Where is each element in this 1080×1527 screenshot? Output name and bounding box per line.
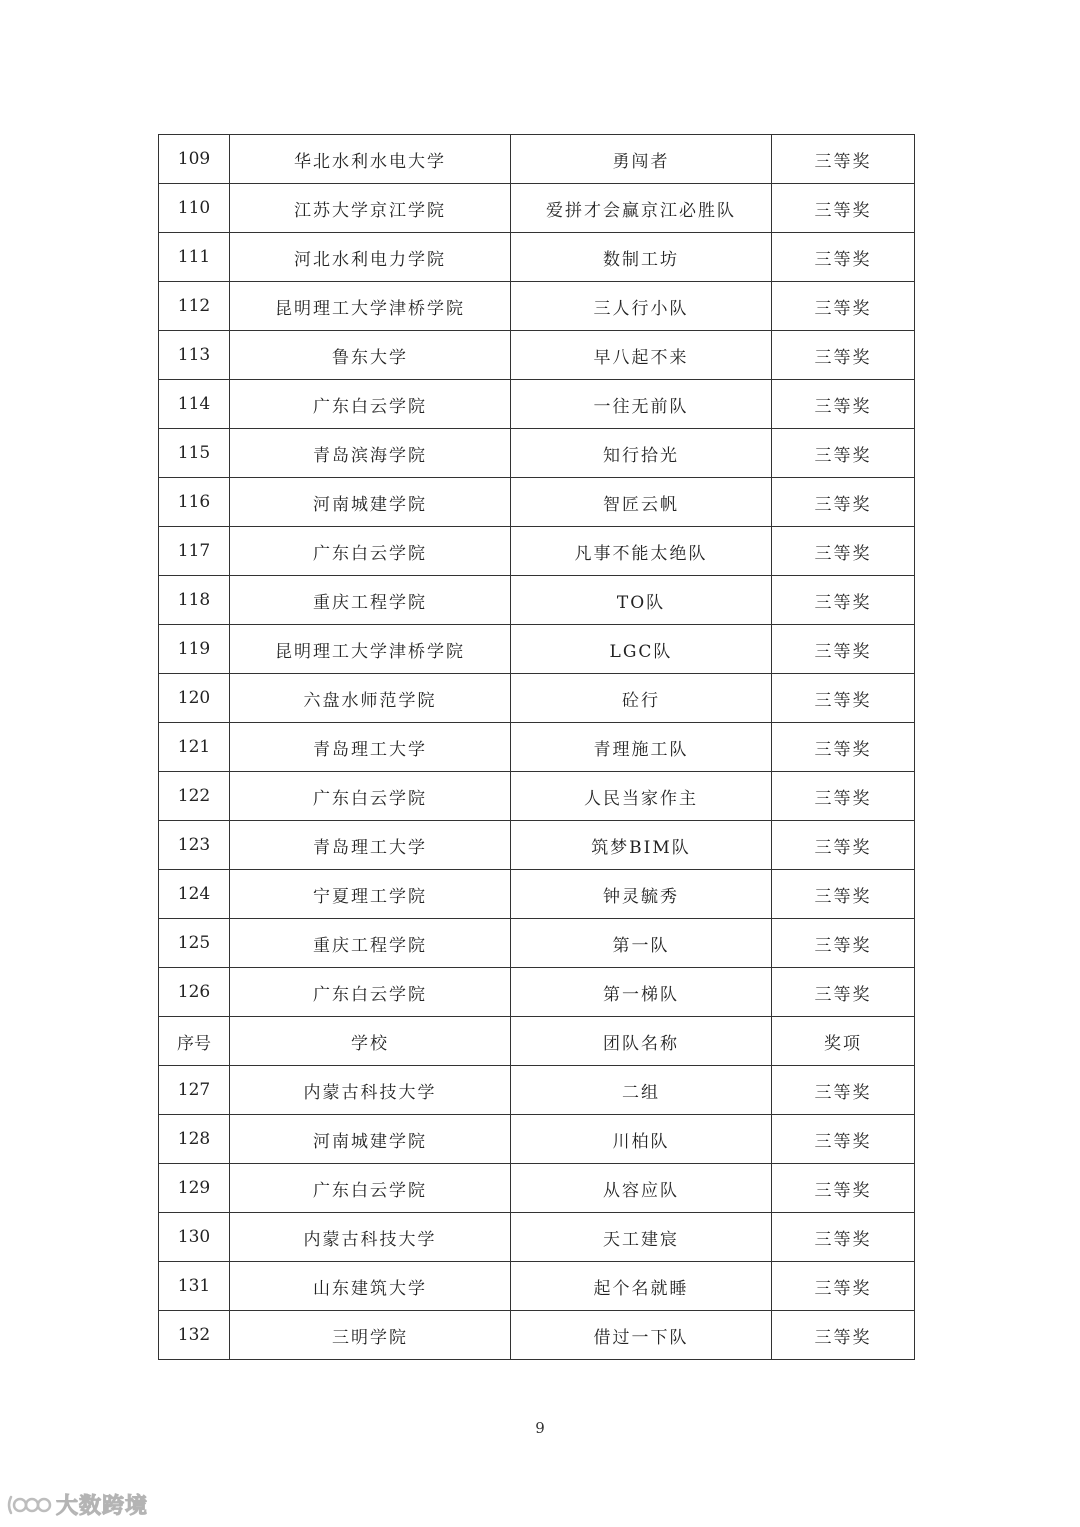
cell-no: 111 bbox=[159, 233, 230, 282]
cell-team: 砼行 bbox=[511, 674, 772, 723]
cell-school: 鲁东大学 bbox=[230, 331, 511, 380]
cell-school: 宁夏理工学院 bbox=[230, 870, 511, 919]
cell-school: 三明学院 bbox=[230, 1311, 511, 1360]
cell-team: 二组 bbox=[511, 1066, 772, 1115]
cell-team: 筑梦BIM队 bbox=[511, 821, 772, 870]
table-row bbox=[159, 1164, 915, 1213]
cell-award: 三等奖 bbox=[772, 674, 915, 723]
table-row bbox=[159, 1017, 915, 1066]
table-row bbox=[159, 723, 915, 772]
cell-school: 广东白云学院 bbox=[230, 968, 511, 1017]
cell-no: 109 bbox=[159, 135, 230, 184]
cell-school: 广东白云学院 bbox=[230, 772, 511, 821]
table-row bbox=[159, 527, 915, 576]
cell-no: 125 bbox=[159, 919, 230, 968]
cell-no: 118 bbox=[159, 576, 230, 625]
cell-school: 六盘水师范学院 bbox=[230, 674, 511, 723]
cell-team: 知行拾光 bbox=[511, 429, 772, 478]
table-row bbox=[159, 233, 915, 282]
cell-award: 三等奖 bbox=[772, 1262, 915, 1311]
cell-school: 河南城建学院 bbox=[230, 1115, 511, 1164]
table-row bbox=[159, 625, 915, 674]
cell-team: 人民当家作主 bbox=[511, 772, 772, 821]
cell-school: 山东建筑大学 bbox=[230, 1262, 511, 1311]
cell-team: 青理施工队 bbox=[511, 723, 772, 772]
table-row bbox=[159, 968, 915, 1017]
cell-no: 115 bbox=[159, 429, 230, 478]
table-row bbox=[159, 380, 915, 429]
cell-no: 124 bbox=[159, 870, 230, 919]
cell-school: 青岛理工大学 bbox=[230, 821, 511, 870]
cell-team: LGC队 bbox=[511, 625, 772, 674]
cell-award: 三等奖 bbox=[772, 723, 915, 772]
cell-team: 勇闯者 bbox=[511, 135, 772, 184]
cell-award: 三等奖 bbox=[772, 331, 915, 380]
cell-team: 起个名就睡 bbox=[511, 1262, 772, 1311]
cell-no: 120 bbox=[159, 674, 230, 723]
watermark-text: 大数跨境 bbox=[56, 1494, 149, 1519]
cell-no: 序号 bbox=[159, 1017, 230, 1066]
cell-award: 三等奖 bbox=[772, 282, 915, 331]
cell-team: 一往无前队 bbox=[511, 380, 772, 429]
cell-school: 昆明理工大学津桥学院 bbox=[230, 282, 511, 331]
cell-award: 三等奖 bbox=[772, 380, 915, 429]
cell-award: 三等奖 bbox=[772, 429, 915, 478]
cell-no: 110 bbox=[159, 184, 230, 233]
cell-award: 三等奖 bbox=[772, 870, 915, 919]
cell-award: 三等奖 bbox=[772, 919, 915, 968]
table-row bbox=[159, 135, 915, 184]
cell-school: 广东白云学院 bbox=[230, 1164, 511, 1213]
cell-team: 第一梯队 bbox=[511, 968, 772, 1017]
cell-school: 广东白云学院 bbox=[230, 527, 511, 576]
cell-no: 129 bbox=[159, 1164, 230, 1213]
cell-team: 借过一下队 bbox=[511, 1311, 772, 1360]
cell-school: 江苏大学京江学院 bbox=[230, 184, 511, 233]
cell-award: 奖项 bbox=[772, 1017, 915, 1066]
cell-award: 三等奖 bbox=[772, 821, 915, 870]
cell-no: 116 bbox=[159, 478, 230, 527]
cell-no: 114 bbox=[159, 380, 230, 429]
table-row bbox=[159, 576, 915, 625]
cell-school: 重庆工程学院 bbox=[230, 576, 511, 625]
cell-award: 三等奖 bbox=[772, 772, 915, 821]
cell-school: 学校 bbox=[230, 1017, 511, 1066]
table-row bbox=[159, 1262, 915, 1311]
table-row bbox=[159, 919, 915, 968]
table-row bbox=[159, 282, 915, 331]
table-row bbox=[159, 1213, 915, 1262]
cell-award: 三等奖 bbox=[772, 1115, 915, 1164]
cell-award: 三等奖 bbox=[772, 478, 915, 527]
cell-team: 爱拼才会赢京江必胜队 bbox=[511, 184, 772, 233]
table-row bbox=[159, 1311, 915, 1360]
table-row bbox=[159, 772, 915, 821]
cell-school: 昆明理工大学津桥学院 bbox=[230, 625, 511, 674]
table-row bbox=[159, 870, 915, 919]
cell-award: 三等奖 bbox=[772, 1213, 915, 1262]
table-row bbox=[159, 821, 915, 870]
cell-school: 青岛理工大学 bbox=[230, 723, 511, 772]
cell-school: 青岛滨海学院 bbox=[230, 429, 511, 478]
cell-no: 126 bbox=[159, 968, 230, 1017]
cell-award: 三等奖 bbox=[772, 135, 915, 184]
cell-school: 重庆工程学院 bbox=[230, 919, 511, 968]
cell-school: 河南城建学院 bbox=[230, 478, 511, 527]
table-row bbox=[159, 1066, 915, 1115]
cell-no: 127 bbox=[159, 1066, 230, 1115]
cell-award: 三等奖 bbox=[772, 1311, 915, 1360]
cell-award: 三等奖 bbox=[772, 184, 915, 233]
dashuju-logo-icon bbox=[6, 1492, 52, 1518]
cell-team: 团队名称 bbox=[511, 1017, 772, 1066]
cell-award: 三等奖 bbox=[772, 576, 915, 625]
cell-team: 早八起不来 bbox=[511, 331, 772, 380]
cell-award: 三等奖 bbox=[772, 625, 915, 674]
cell-team: 数制工坊 bbox=[511, 233, 772, 282]
cell-no: 122 bbox=[159, 772, 230, 821]
cell-award: 三等奖 bbox=[772, 233, 915, 282]
cell-school: 华北水利水电大学 bbox=[230, 135, 511, 184]
cell-no: 123 bbox=[159, 821, 230, 870]
cell-school: 河北水利电力学院 bbox=[230, 233, 511, 282]
cell-no: 119 bbox=[159, 625, 230, 674]
cell-no: 112 bbox=[159, 282, 230, 331]
cell-school: 广东白云学院 bbox=[230, 380, 511, 429]
cell-team: 三人行小队 bbox=[511, 282, 772, 331]
table-row bbox=[159, 184, 915, 233]
cell-school: 内蒙古科技大学 bbox=[230, 1213, 511, 1262]
cell-team: TO队 bbox=[511, 576, 772, 625]
cell-award: 三等奖 bbox=[772, 1066, 915, 1115]
table-row bbox=[159, 478, 915, 527]
table-row bbox=[159, 674, 915, 723]
page-number: 9 bbox=[535, 1419, 545, 1437]
cell-award: 三等奖 bbox=[772, 1164, 915, 1213]
table-row bbox=[159, 331, 915, 380]
cell-team: 第一队 bbox=[511, 919, 772, 968]
cell-team: 智匠云帆 bbox=[511, 478, 772, 527]
cell-award: 三等奖 bbox=[772, 968, 915, 1017]
cell-team: 天工建宸 bbox=[511, 1213, 772, 1262]
award-table bbox=[158, 134, 915, 1360]
cell-no: 131 bbox=[159, 1262, 230, 1311]
table-row bbox=[159, 429, 915, 478]
watermark bbox=[6, 1489, 148, 1520]
cell-no: 117 bbox=[159, 527, 230, 576]
cell-no: 132 bbox=[159, 1311, 230, 1360]
table-row bbox=[159, 1115, 915, 1164]
cell-no: 130 bbox=[159, 1213, 230, 1262]
cell-team: 川柏队 bbox=[511, 1115, 772, 1164]
cell-team: 钟灵毓秀 bbox=[511, 870, 772, 919]
award-table-body bbox=[159, 135, 915, 1360]
cell-no: 121 bbox=[159, 723, 230, 772]
cell-no: 113 bbox=[159, 331, 230, 380]
cell-award: 三等奖 bbox=[772, 527, 915, 576]
cell-no: 128 bbox=[159, 1115, 230, 1164]
cell-team: 凡事不能太绝队 bbox=[511, 527, 772, 576]
cell-team: 从容应队 bbox=[511, 1164, 772, 1213]
cell-school: 内蒙古科技大学 bbox=[230, 1066, 511, 1115]
